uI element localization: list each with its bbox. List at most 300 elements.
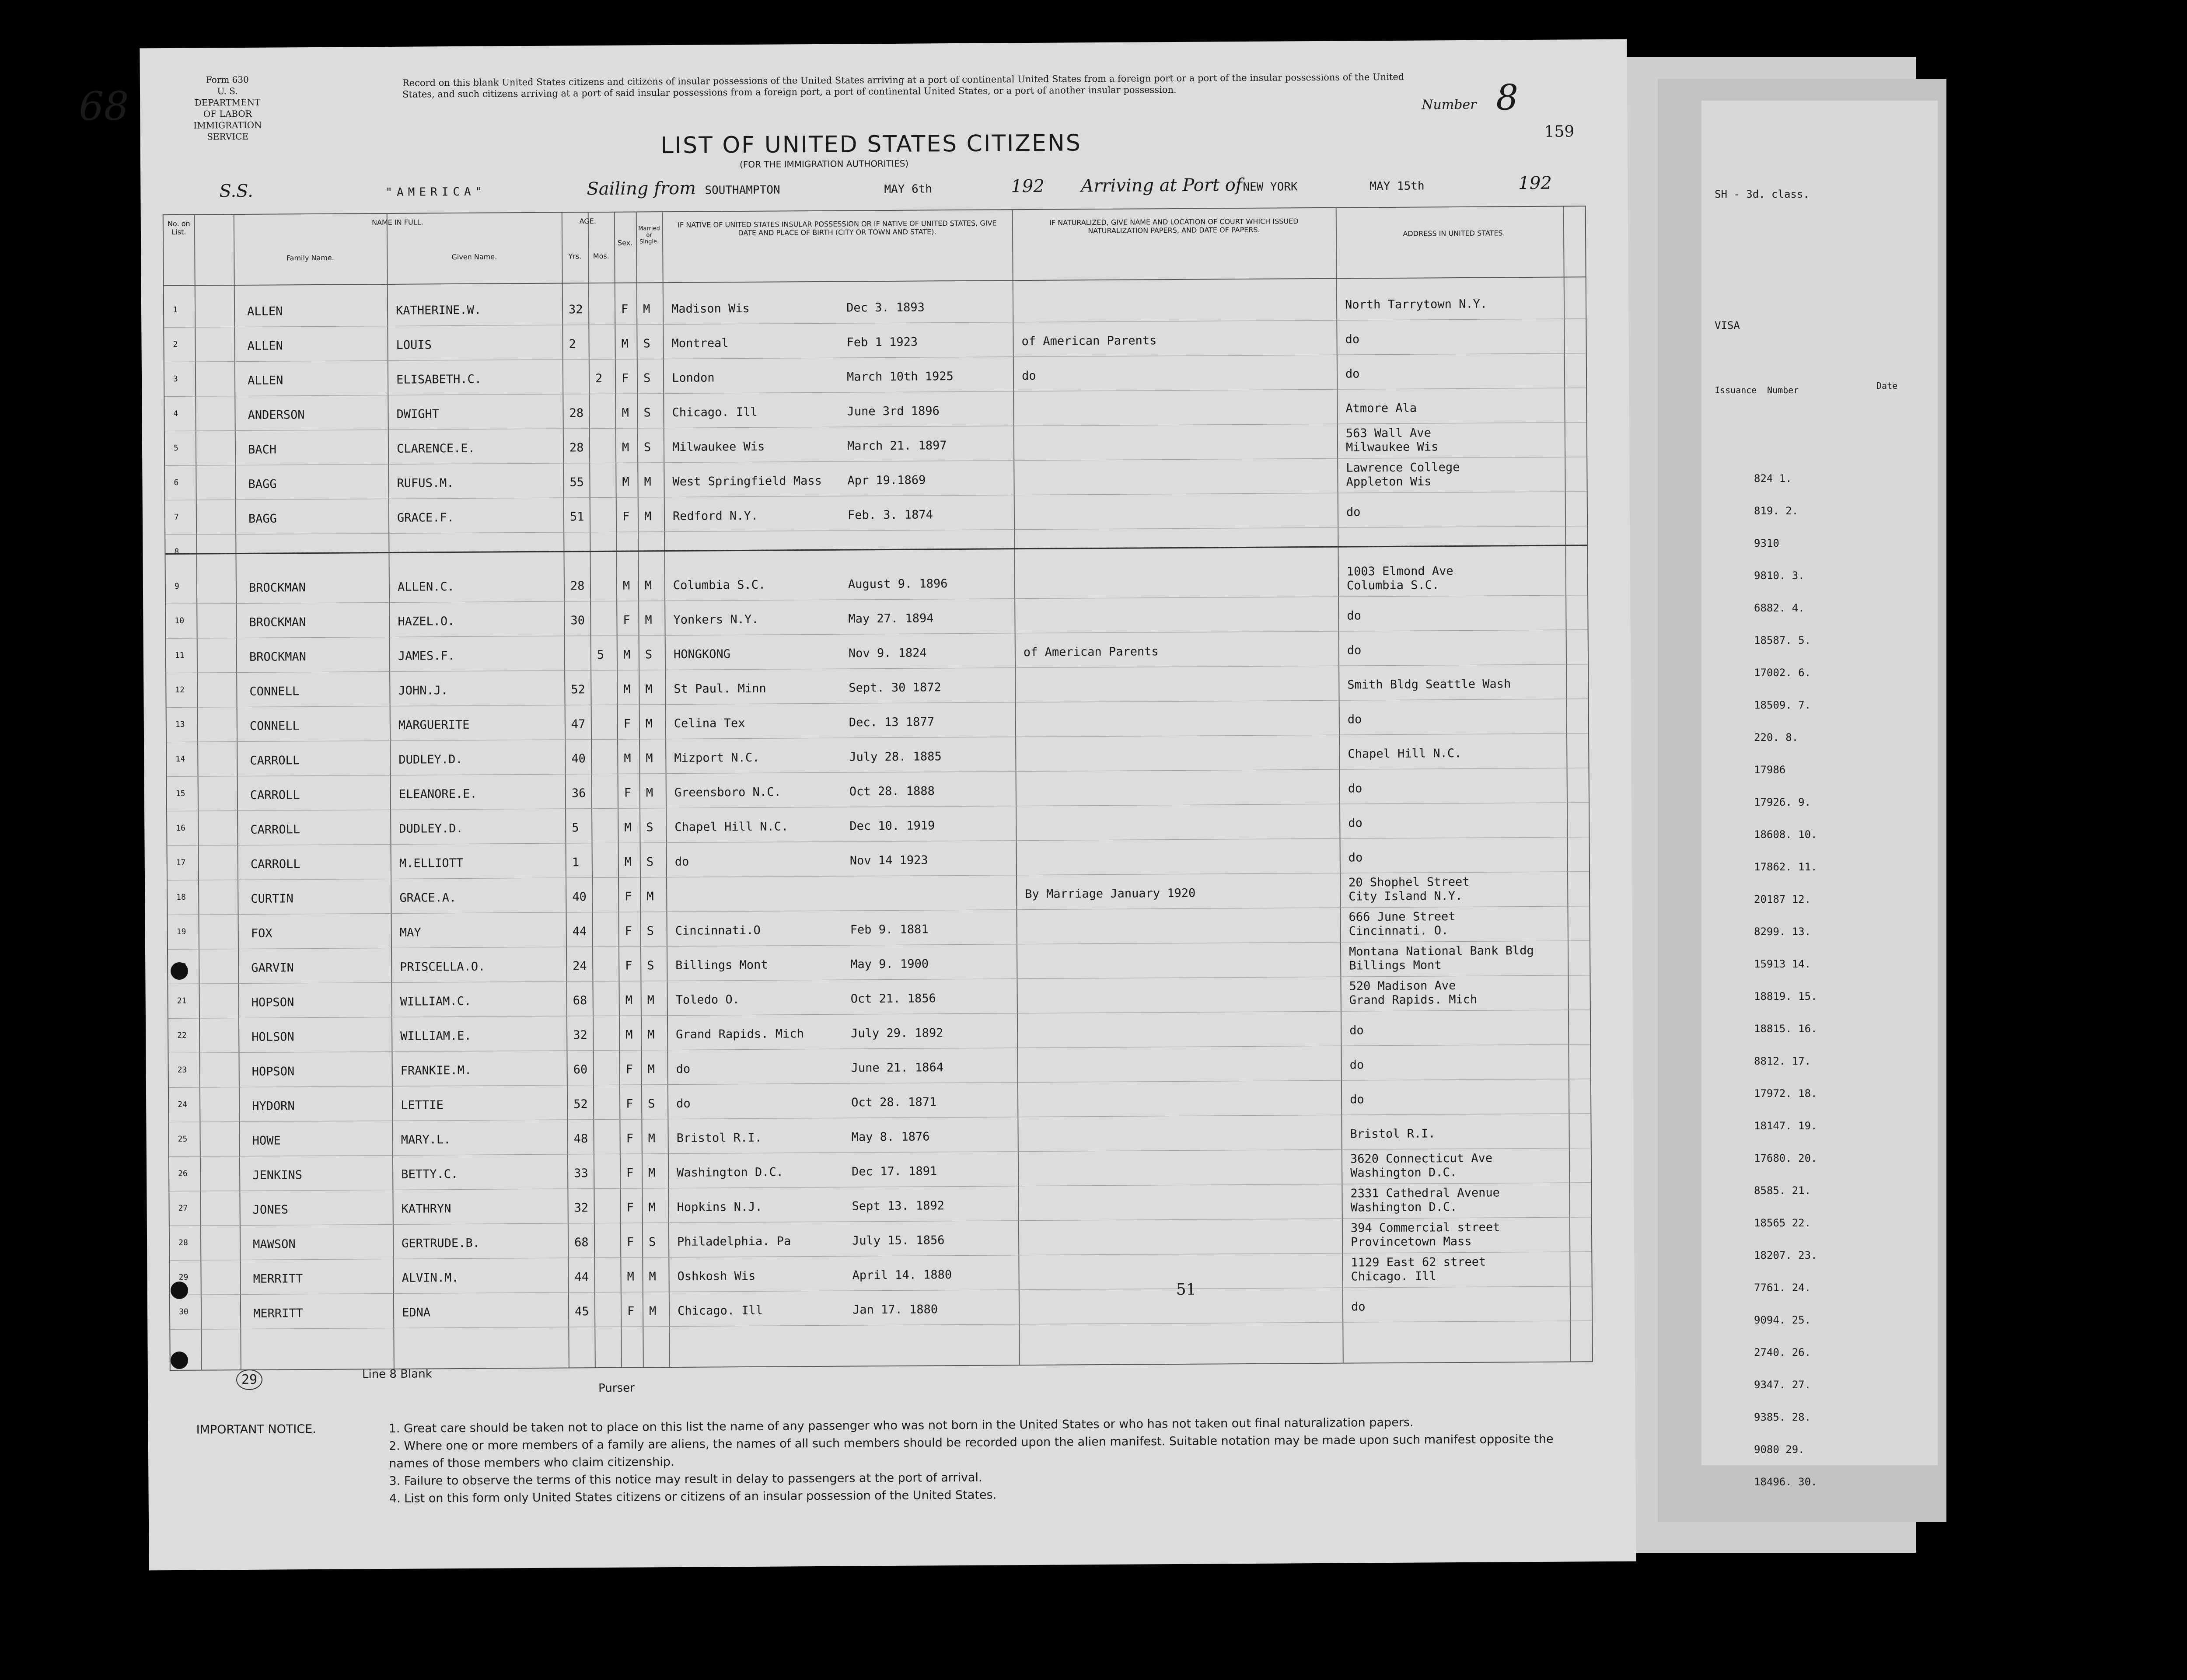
cell-yrs: 44 (574, 1270, 589, 1284)
cell-no: 19 (176, 927, 186, 936)
cell-nat: of American Parents (1021, 334, 1157, 349)
cell-place: Chicago. Ill (677, 1303, 763, 1318)
cell-given: EDNA (402, 1306, 431, 1320)
cell-sex: F (625, 959, 632, 973)
cell-addr1: do (1347, 643, 1362, 657)
cell-date: May 27. 1894 (848, 611, 934, 626)
cell-family: HOPSON (251, 995, 294, 1009)
cell-family: BACH (248, 443, 277, 457)
cell-addr1: do (1347, 713, 1362, 726)
cell-family: HOLSON (252, 1030, 294, 1044)
cell-no: 1 (172, 305, 178, 314)
cell-date: April 14. 1880 (852, 1268, 952, 1282)
cell-yrs: 60 (573, 1063, 588, 1077)
cell-sex: F (625, 890, 632, 904)
cell-given: RUFUS.M. (397, 476, 454, 490)
cell-addr2: City Island N.Y. (1349, 889, 1463, 904)
cell-date: Jan 17. 1880 (852, 1303, 938, 1317)
visa-entry: 18509. 7. (1754, 699, 1811, 711)
cell-addr1: Lawrence College (1346, 460, 1460, 475)
cell-addr1: 520 Madison Ave (1349, 979, 1456, 993)
cell-place: Chicago. Ill (672, 405, 758, 419)
cell-place: Greensboro N.C. (674, 785, 781, 800)
visa-entry: 17986 (1754, 764, 1786, 776)
cell-yrs: 68 (573, 994, 587, 1008)
cell-place: Celina Tex (674, 716, 745, 730)
cell-given: ELISABETH.C. (396, 372, 482, 387)
cell-given: LETTIE (401, 1098, 444, 1112)
circled-number: 29 (236, 1369, 262, 1390)
cell-addr1: do (1345, 367, 1360, 381)
cell-yrs: 28 (569, 406, 584, 420)
cell-date: May 8. 1876 (851, 1130, 930, 1144)
cell-yrs: 44 (572, 925, 587, 939)
cell-no: 13 (175, 720, 185, 729)
cell-sex: F (626, 1201, 634, 1215)
from-port: SOUTHAMPTON (705, 183, 780, 197)
cell-ms: M (647, 1028, 655, 1042)
cell-no: 2 (173, 339, 178, 349)
cell-addr2: Chicago. Ill (1351, 1269, 1436, 1284)
cell-yrs: 55 (569, 475, 584, 489)
cell-given: DUDLEY.D. (398, 752, 463, 767)
cell-place: Madison Wis (671, 301, 750, 316)
cell-family: HYDORN (252, 1099, 295, 1113)
cell-date: June 21. 1864 (851, 1061, 944, 1075)
visa-entry: 9347. 27. (1754, 1379, 1811, 1391)
cell-given: DUDLEY.D. (399, 821, 463, 836)
visa-entry: 9385. 28. (1754, 1411, 1811, 1423)
visa-entry: 8812. 17. (1754, 1055, 1811, 1067)
cell-date: Sept. 30 1872 (849, 681, 941, 695)
cell-sex: M (624, 751, 631, 765)
cell-place: Billings Mont (675, 958, 768, 972)
cell-family: CARROLL (250, 754, 300, 768)
number-value: 8 (1495, 77, 1519, 118)
cell-family: MERRITT (253, 1272, 303, 1286)
service: IMMIGRATION SERVICE (193, 119, 262, 142)
cell-date: Oct 28. 1871 (851, 1095, 937, 1110)
visa-entry: 9310 (1754, 537, 1779, 549)
visa-entry: 7761. 24. (1754, 1282, 1811, 1294)
binder-hole (171, 1352, 188, 1369)
cell-addr2: Grand Rapids. Mich (1349, 992, 1478, 1007)
cell-ms: S (643, 371, 651, 385)
cell-date: Dec 3. 1893 (846, 300, 925, 315)
back-sheet-header: SH - 3d. class. (1715, 188, 1810, 200)
cell-addr2: Provincetown Mass (1351, 1234, 1472, 1249)
cell-family: MERRITT (253, 1306, 303, 1320)
cell-date: Feb 9. 1881 (850, 922, 929, 937)
cell-no: 14 (175, 754, 185, 764)
cell-addr2: Cincinnati. O. (1349, 924, 1449, 938)
cell-yrs: 33 (574, 1167, 588, 1181)
visa-entry: 9094. 25. (1754, 1314, 1811, 1326)
cell-family: CURTIN (251, 892, 293, 906)
cell-nat: By Marriage January 1920 (1025, 886, 1196, 901)
cell-ms: S (646, 855, 654, 869)
cell-family: BAGG (248, 512, 277, 526)
visa-entry: 9810. 3. (1754, 569, 1805, 582)
cell-family: BROCKMAN (249, 650, 307, 664)
visa-entry: 824 1. (1754, 472, 1792, 485)
cell-addr1: Smith Bldg Seattle Wash (1347, 677, 1511, 692)
cell-yrs: 52 (571, 683, 585, 697)
cell-no: 17 (176, 858, 186, 867)
cell-date: Dec 10. 1919 (849, 819, 935, 833)
cell-place: do (674, 855, 689, 869)
cell-ms: M (645, 717, 653, 731)
cell-date: March 10th 1925 (846, 370, 954, 384)
cell-date: July 15. 1856 (852, 1233, 945, 1248)
cell-ms: M (648, 1201, 656, 1215)
visa-entry: 18565 22. (1754, 1217, 1811, 1229)
cell-yrs: 28 (569, 441, 584, 455)
back-sheet-date: Date (1876, 381, 1898, 391)
visa-entry: 9080 29. (1754, 1443, 1805, 1456)
form-number: Form 630 (206, 74, 249, 85)
cell-sex: M (622, 475, 629, 489)
cell-nat: do (1021, 369, 1036, 383)
cell-sex: M (625, 993, 633, 1007)
cell-place: HONGKONG (673, 647, 731, 661)
visa-entry: 8585. 21. (1754, 1184, 1811, 1197)
depart-year: 192 (1011, 176, 1045, 197)
cell-addr1: 2331 Cathedral Avenue (1350, 1186, 1500, 1201)
cell-addr1: do (1350, 1093, 1364, 1107)
cell-place: Cincinnati.O (675, 923, 761, 938)
cell-nat: of American Parents (1023, 645, 1159, 660)
cell-sex: F (621, 302, 629, 316)
sailing-label: Sailing from (587, 178, 696, 199)
arrive-date: MAY 15th (1369, 179, 1425, 193)
cell-date: March 21. 1897 (847, 439, 947, 453)
cell-place: West Springfield Mass (672, 474, 822, 489)
cell-family: JENKINS (252, 1168, 303, 1182)
cell-ms: S (646, 924, 654, 938)
back-sheet-number: Number (1767, 385, 1799, 395)
cell-place: Chapel Hill N.C. (674, 820, 789, 834)
cell-addr1: Montana National Bank Bldg (1349, 943, 1534, 959)
cell-addr1: do (1345, 332, 1360, 346)
cell-sex: F (625, 924, 632, 938)
cell-addr1: North Tarrytown N.Y. (1345, 297, 1488, 312)
visa-entry: 18815. 16. (1754, 1023, 1817, 1035)
cell-sex: M (622, 440, 629, 454)
ss-label: S.S. (219, 181, 253, 202)
cell-given: GRACE.A. (399, 891, 457, 905)
line8-note: Line 8 Blank (362, 1367, 432, 1381)
cell-family: JONES (252, 1203, 289, 1217)
cell-yrs: 28 (570, 579, 585, 593)
cell-ms: M (646, 751, 653, 765)
visa-entry: 18819. 15. (1754, 990, 1817, 1002)
cell-addr1: do (1346, 505, 1361, 519)
cell-sex: F (622, 510, 630, 524)
cell-place: Grand Rapids. Mich (676, 1027, 804, 1041)
cell-sex: M (624, 855, 632, 869)
cell-addr1: 3620 Connecticut Ave (1350, 1151, 1493, 1166)
cell-addr1: 563 Wall Ave (1345, 426, 1432, 440)
cell-ms: S (643, 337, 650, 351)
cell-family: CARROLL (250, 823, 300, 837)
cell-ms: M (644, 510, 652, 524)
cell-family: CONNELL (249, 685, 300, 699)
cell-family: ALLEN (247, 374, 283, 388)
cell-family: CARROLL (250, 857, 300, 871)
cell-no: 9 (174, 581, 179, 591)
col-birth: IF NATIVE OF UNITED STATES INSULAR POSSESSION OR IF NATIVE OF UNITED STATES, GIVE DATE AND PLACE OF BIRTH (CITY OR TOWN AND STATE). (678, 219, 997, 238)
cell-no: 5 (173, 443, 178, 453)
cell-given: ELEANORE.E. (398, 787, 477, 801)
visa-entry: 15913 14. (1754, 958, 1811, 970)
cell-addr1: do (1348, 851, 1363, 865)
cell-no: 10 (175, 616, 185, 625)
cell-sex: F (626, 1166, 634, 1180)
visa-entry: 2740. 26. (1754, 1346, 1811, 1359)
cell-place: Montreal (671, 336, 729, 351)
visa-entry: 220. 8. (1754, 731, 1799, 744)
cell-date: June 3rd 1896 (847, 404, 940, 419)
visa-entry: 17680. 20. (1754, 1152, 1817, 1164)
cell-place: Yonkers N.Y. (673, 612, 759, 627)
cell-no: 6 (174, 478, 179, 487)
cell-yrs: 1 (572, 856, 580, 870)
cell-place: St Paul. Minn (674, 681, 766, 696)
cell-addr1: 394 Commercial street (1350, 1220, 1500, 1235)
cell-family: HOPSON (252, 1065, 295, 1079)
cell-given: MARGUERITE (398, 718, 470, 732)
cell-sex: M (623, 648, 631, 662)
cell-yrs: 40 (572, 890, 587, 904)
cell-sex: M (623, 682, 631, 696)
visa-entry: 18207. 23. (1754, 1249, 1817, 1261)
visa-entry: 18587. 5. (1754, 634, 1811, 646)
cell-family: CONNELL (249, 719, 300, 733)
cell-no: 18 (176, 892, 186, 902)
notice-item: 1. Great care should be taken not to place on this list the name of any passenger who was not born in the United States or who has not taken out final naturalization papers. (388, 1415, 1414, 1436)
cell-date: May 9. 1900 (850, 957, 929, 971)
cell-yrs: 68 (574, 1236, 589, 1250)
cell-sex: M (622, 579, 630, 593)
cell-family: FOX (251, 926, 273, 940)
cell-date: Dec 17. 1891 (852, 1164, 937, 1179)
arrive-port: NEW YORK (1243, 180, 1298, 194)
cell-sex: F (627, 1235, 634, 1249)
cell-no: 25 (178, 1134, 188, 1144)
cell-given: LOUIS (396, 338, 432, 352)
cell-given: WILLIAM.C. (400, 994, 472, 1009)
cell-ms: S (645, 648, 653, 662)
center-number: 51 (1176, 1280, 1196, 1299)
back-sheet-issuance: Issuance (1715, 385, 1757, 395)
cell-ms: S (648, 1097, 655, 1111)
cell-ms: M (644, 475, 651, 489)
cell-sex: F (626, 1132, 634, 1146)
col-mos: Mos. (593, 251, 609, 261)
cell-place: Hopkins N.J. (677, 1200, 762, 1214)
cell-yrs: 52 (573, 1097, 588, 1111)
form-subtitle: (FOR THE IMMIGRATION AUTHORITIES) (739, 158, 909, 170)
cell-no: 3 (173, 374, 178, 384)
cell-yrs: 51 (569, 510, 584, 524)
cell-ms: S (643, 440, 651, 454)
cell-place: Philadelphia. Pa (677, 1234, 791, 1249)
visa-entry: 17002. 6. (1754, 667, 1811, 679)
cell-sex: M (627, 1270, 634, 1284)
cell-given: ALVIN.M. (402, 1271, 459, 1285)
cell-family: BROCKMAN (249, 615, 306, 629)
cell-given: JOHN.J. (398, 684, 448, 698)
cell-no: 11 (175, 650, 185, 660)
visa-entry: 6882. 4. (1754, 602, 1805, 614)
arrive-label: Arriving at Port of (1081, 175, 1242, 196)
cell-yrs: 40 (571, 752, 586, 766)
cell-date: Feb. 3. 1874 (847, 508, 933, 522)
cell-mos: 2 (595, 371, 603, 386)
number-label: Number (1422, 97, 1477, 113)
cell-yrs: 36 (571, 786, 586, 800)
col-naturalized: IF NATURALIZED, GIVE NAME AND LOCATION OF COURT WHICH ISSUED NATURALIZATION PAPERS, AND DATE OF PAPERS. (1049, 217, 1299, 235)
col-given-name: Given Name. (451, 252, 497, 262)
visa-entry: 18147. 19. (1754, 1120, 1817, 1132)
department: U. S. DEPARTMENT OF LABOR (194, 86, 261, 119)
cell-sex: F (623, 613, 630, 627)
cell-yrs: 32 (573, 1028, 587, 1042)
visa-entry: 17926. 9. (1754, 796, 1811, 808)
cell-yrs: 45 (574, 1305, 589, 1319)
cell-sex: M (624, 821, 632, 835)
depart-date: MAY 6th (884, 182, 933, 196)
cell-date: Sept 13. 1892 (852, 1199, 945, 1213)
cell-given: ALLEN.C. (397, 580, 455, 594)
cell-yrs: 32 (574, 1201, 589, 1215)
cell-family: HOWE (252, 1134, 281, 1148)
cell-addr2: Billings Mont (1349, 958, 1442, 973)
cell-addr2: Appleton Wis (1346, 475, 1432, 489)
cell-ms: M (648, 1132, 656, 1146)
cell-ms: S (646, 821, 653, 835)
cell-ms: M (647, 993, 655, 1007)
cell-date: Apr 19.1869 (847, 473, 926, 488)
cell-given: CLARENCE.E. (396, 441, 475, 456)
arrive-year: 192 (1518, 173, 1552, 194)
important-notice (196, 1413, 1597, 1509)
cell-date: August 9. 1896 (848, 577, 948, 591)
form-id-block (192, 74, 263, 143)
binder-hole (171, 1282, 188, 1299)
cell-ms: M (647, 1062, 655, 1076)
cell-no: 8 (174, 547, 179, 556)
cell-ms: M (646, 786, 653, 800)
cell-ms: S (649, 1235, 656, 1249)
cell-yrs: 2 (569, 337, 576, 351)
cell-ms: S (647, 959, 654, 973)
cell-date: Oct 21. 1856 (850, 992, 936, 1006)
cell-family: MAWSON (253, 1237, 296, 1251)
cell-given: FRANKIE.M. (400, 1063, 472, 1078)
cell-given: JAMES.F. (398, 649, 455, 663)
cell-date: Nov 9. 1824 (848, 646, 927, 660)
cell-family: BROCKMAN (248, 581, 306, 595)
cell-addr1: do (1348, 782, 1363, 796)
col-sex: Sex. (617, 238, 633, 247)
cell-ms: M (649, 1270, 656, 1284)
cell-date: July 28. 1885 (849, 750, 942, 764)
cell-place: Washington D.C. (677, 1165, 784, 1180)
cell-family: ALLEN (247, 339, 283, 353)
cell-date: Dec. 13 1877 (849, 715, 935, 730)
cell-ms: M (645, 613, 652, 627)
cell-yrs: 32 (568, 303, 583, 317)
cell-date: July 29. 1892 (851, 1026, 943, 1041)
col-age: AGE. (579, 217, 597, 226)
cell-no: 28 (178, 1238, 188, 1247)
cell-addr1: Bristol R.I. (1350, 1127, 1436, 1141)
col-family-name: Family Name. (286, 253, 334, 262)
cell-no: 7 (174, 512, 179, 522)
visa-entry: 17862. 11. (1754, 861, 1817, 873)
cell-place: Oshkosh Wis (677, 1269, 756, 1283)
cell-yrs: 47 (571, 717, 586, 731)
cell-family: ALLEN (247, 304, 283, 318)
cell-given: MARY.L. (401, 1133, 451, 1147)
ship-name: "AMERICA" (385, 185, 487, 199)
cell-given: M.ELLIOTT (399, 856, 464, 870)
cell-ms: M (646, 890, 654, 904)
cell-yrs: 48 (573, 1132, 588, 1146)
cell-given: PRISCELLA.O. (400, 960, 486, 974)
cell-no: 30 (178, 1307, 189, 1317)
cell-given: WILLIAM.E. (400, 1029, 472, 1043)
cell-ms: M (643, 302, 650, 316)
purser-label: Purser (598, 1381, 635, 1395)
cell-sex: F (627, 1304, 635, 1318)
col-name-in-full: NAME IN FULL. (372, 218, 423, 227)
cell-place: London (671, 371, 715, 385)
cell-place: Columbia S.C. (673, 578, 766, 592)
cell-no: 15 (175, 789, 185, 798)
cell-ms: M (648, 1166, 656, 1180)
cell-no: 4 (173, 409, 178, 418)
cell-date: Oct 28. 1888 (849, 784, 935, 799)
cell-no: 21 (177, 996, 187, 1006)
cell-addr1: Atmore Ala (1345, 401, 1417, 416)
cell-sex: M (625, 1028, 633, 1042)
cell-addr2: Washington D.C. (1350, 1166, 1457, 1180)
cell-given: MAY (399, 926, 421, 940)
col-married: Married or Single. (638, 225, 660, 245)
back-sheet-visa: VISA (1715, 319, 1740, 332)
cell-date: Nov 14 1923 (849, 853, 928, 868)
cell-sex: F (621, 371, 629, 385)
cell-addr2: Milwaukee Wis (1345, 440, 1439, 454)
form-title: LIST OF UNITED STATES CITIZENS (660, 130, 1082, 159)
visa-entry: 17972. 18. (1754, 1087, 1817, 1100)
cell-place: Toledo O. (675, 993, 740, 1007)
cell-no: 12 (175, 685, 185, 695)
cell-no: 16 (176, 823, 186, 833)
cell-given: DWIGHT (396, 407, 440, 421)
cell-mos: 5 (597, 648, 604, 662)
cell-no: 27 (178, 1203, 188, 1213)
cell-addr1: do (1349, 1058, 1364, 1072)
cell-given: KATHRYN (401, 1202, 451, 1216)
page-number: 159 (1544, 122, 1575, 141)
cell-no: 29 (178, 1272, 189, 1282)
cell-given: KATHERINE.W. (395, 303, 482, 318)
col-no: No. on List. (167, 219, 190, 236)
